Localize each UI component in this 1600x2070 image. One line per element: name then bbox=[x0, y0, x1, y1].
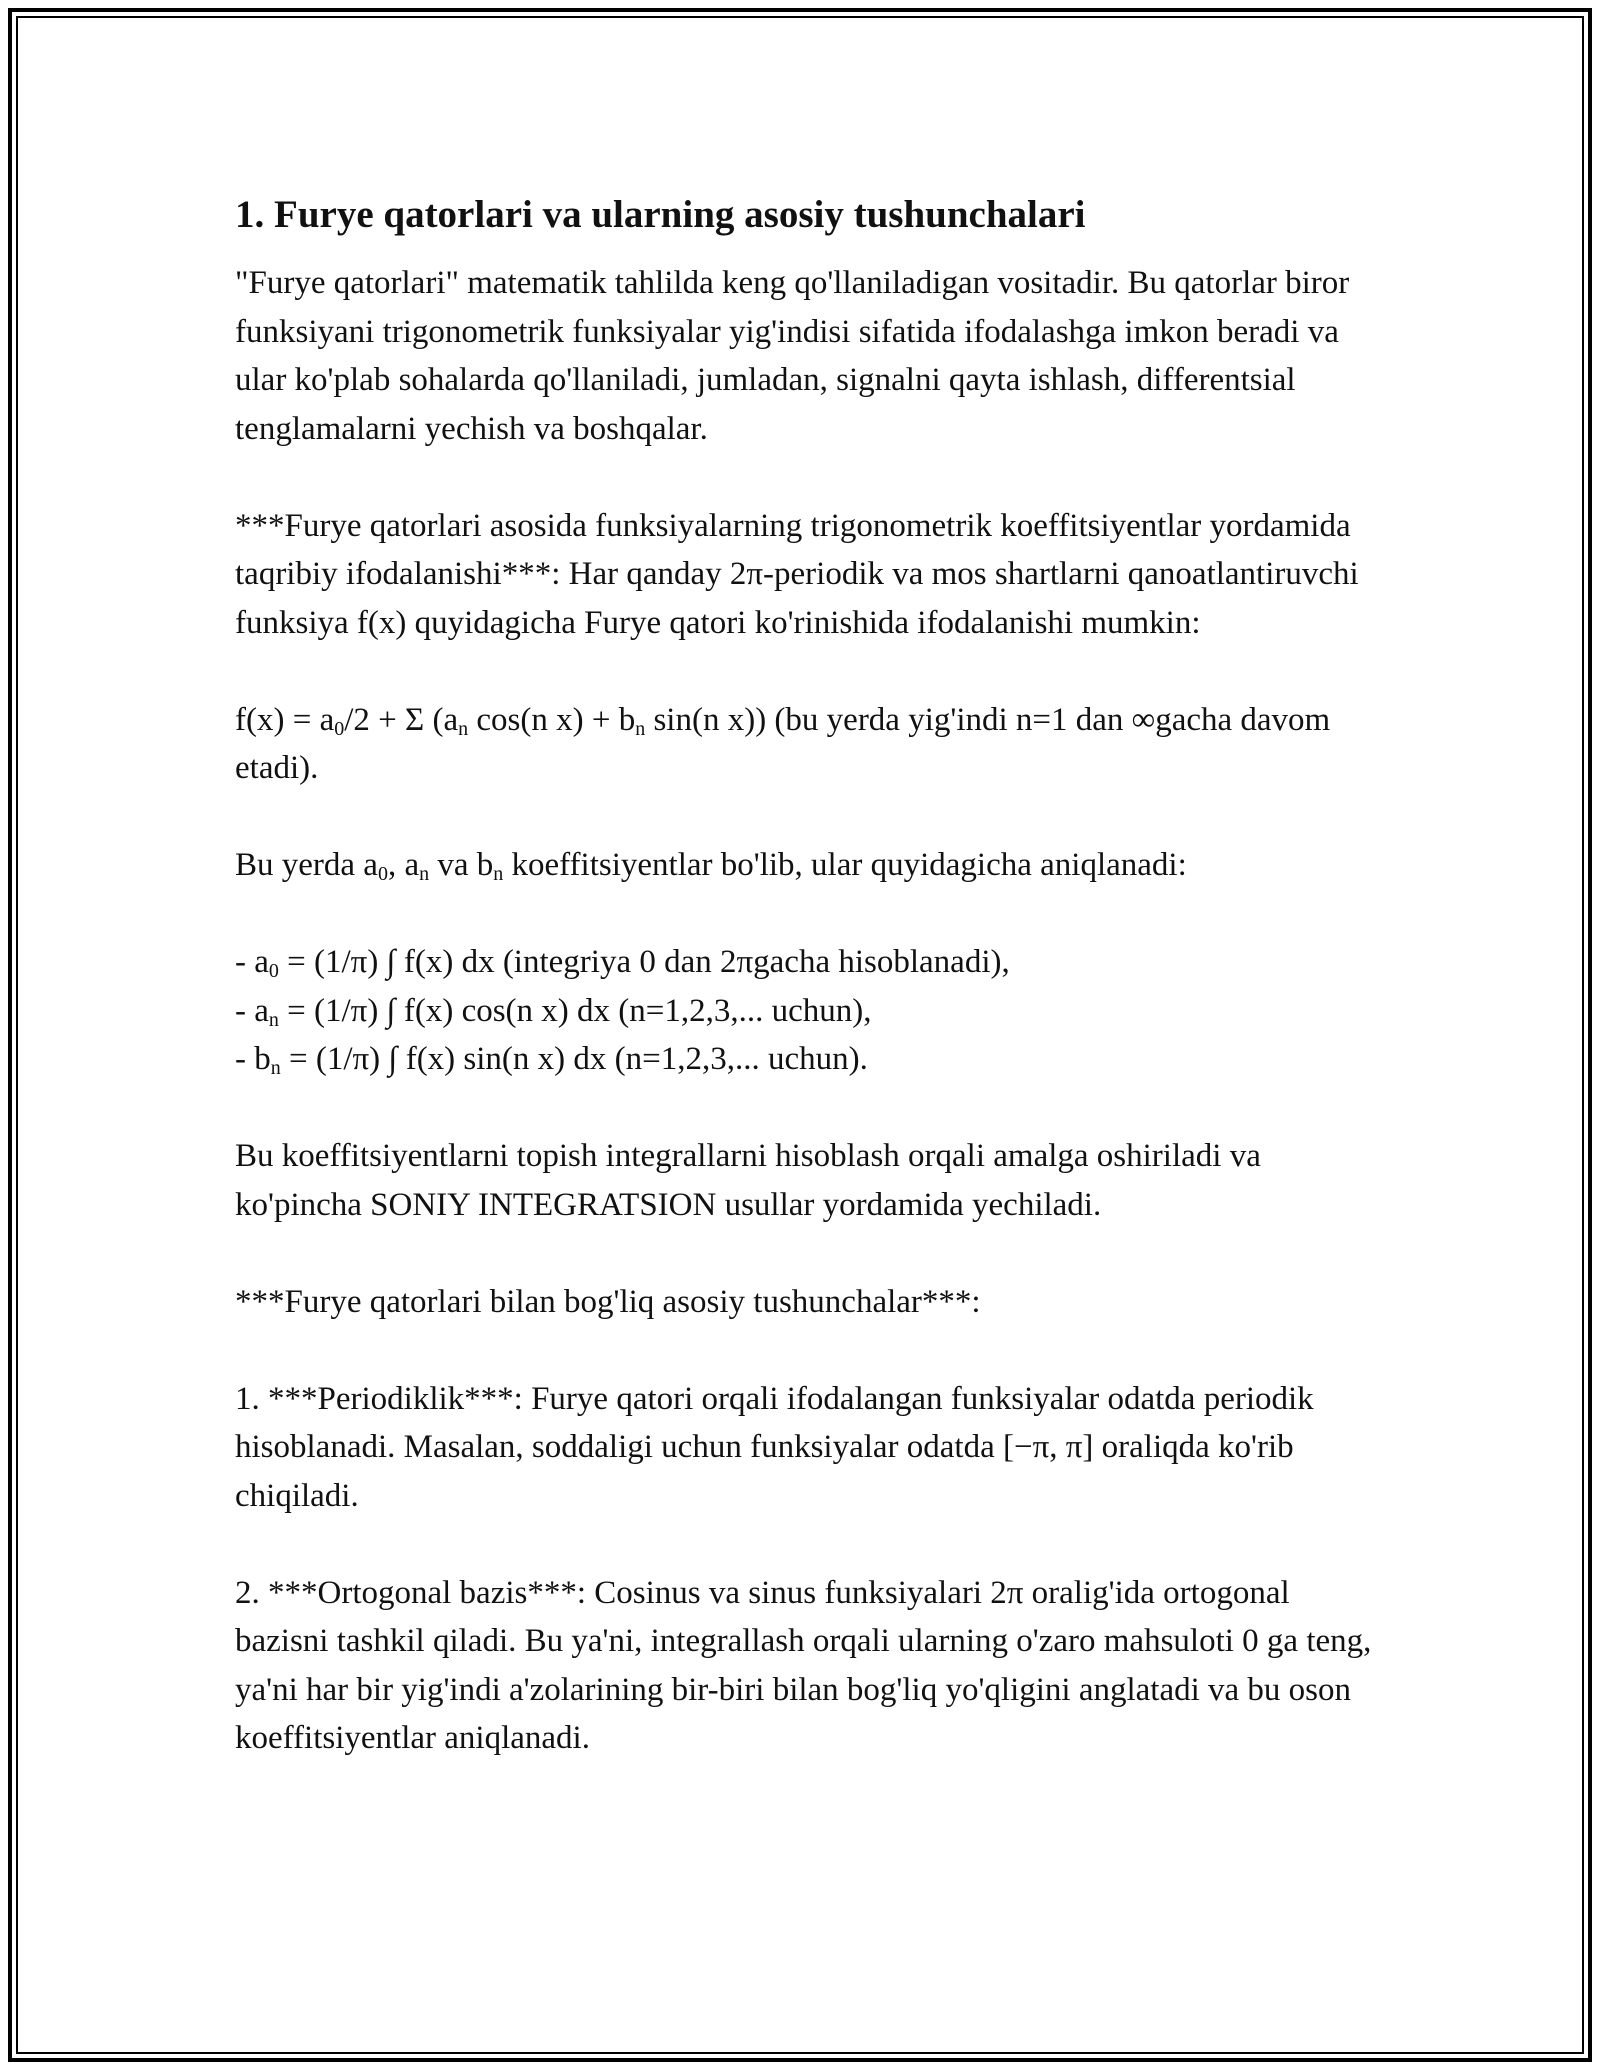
subscript: n bbox=[493, 863, 504, 885]
formula-part: sin(n x)) (bu yerda yig'indi n=1 dan ∞gacha davom etadi). bbox=[235, 701, 1331, 786]
coef-pre: - a bbox=[235, 992, 269, 1029]
text-part: , a bbox=[387, 847, 420, 883]
formula-part: /2 + Σ (a bbox=[344, 701, 459, 738]
coef-pre: - a bbox=[235, 944, 269, 980]
intro-paragraph: "Furye qatorlari" matematik tahlilda keng qo'llaniladigan vositadir. Bu qatorlar biror funksiyani trigonometrik funksiyalar yig'indisi sifatida ifodalashga imkon beradi va ular ko'plab sohalarda qo'llaniladi, jumladan, signalni qayta ishlash, differentsial tenglamalarni yechish va boshqalar. bbox=[235, 265, 1350, 447]
coef-subscript: n bbox=[268, 1008, 279, 1031]
coef-post: = (1/π) ∫ f(x) dx (integriya 0 dan 2πgacha hisoblanadi), bbox=[278, 944, 1010, 980]
coef-pre: - b bbox=[235, 1041, 271, 1077]
coefficient-list bbox=[235, 938, 1385, 1084]
coef-subscript: n bbox=[270, 1057, 281, 1079]
fourier-series-formula bbox=[235, 696, 1385, 793]
section-heading: 1. Furye qatorlari va ularning asosiy tushunchalari bbox=[235, 193, 1086, 236]
concept-orthogonal-basis: 2. ***Ortogonal bazis***: Cosinus va sinus funksiyalari 2π oralig'ida ortogonal bazisni tashkil qiladi. Bu ya'ni, integrallash orqali ularning o'zaro mahsuloti 0 ga teng, ya'ni har bir yig'indi a'zolarining bir-biri bilan bog'liq yo'qligini anglatadi va bu oson koeffitsiyentlar aniqlanadi. bbox=[235, 1574, 1372, 1756]
coefficient-a0 bbox=[235, 938, 1385, 987]
coef-subscript: 0 bbox=[268, 960, 279, 982]
concepts-title: ***Furye qatorlari bilan bog'liq asosiy tushunchalar***: bbox=[235, 1283, 981, 1320]
formula-part: cos(n x) + b bbox=[468, 701, 636, 738]
coefficient-bn bbox=[235, 1035, 1385, 1084]
concept-periodicity: 1. ***Periodiklik***: Furye qatori orqali ifodalangan funksiyalar odatda periodik hisoblanadi. Masalan, soddaligi uchun funksiyalar odatda [−π, π] oraliqda ko'rib chiqiladi. bbox=[235, 1380, 1314, 1514]
formula-part: f(x) = a bbox=[235, 701, 335, 738]
formula-subscript: n bbox=[635, 717, 646, 740]
subscript: n bbox=[419, 863, 430, 885]
coefficients-intro bbox=[235, 841, 1385, 890]
text-part: va b bbox=[429, 847, 494, 883]
text-part: koeffitsiyentlar bo'lib, ular quyidagicha aniqlanadi: bbox=[503, 847, 1187, 883]
coef-post: = (1/π) ∫ f(x) sin(n x) dx (n=1,2,3,... uchun). bbox=[280, 1041, 868, 1077]
document-body bbox=[235, 188, 1385, 1811]
formula-subscript: 0 bbox=[334, 717, 345, 740]
coef-post: = (1/π) ∫ f(x) cos(n x) dx (n=1,2,3,... uchun), bbox=[278, 992, 872, 1029]
text-part: Bu yerda a bbox=[235, 847, 378, 883]
computation-paragraph: Bu koeffitsiyentlarni topish integrallarni hisoblash orqali amalga oshiriladi va ko'pincha SONIY INTEGRATSION usullar yordamida yechiladi. bbox=[235, 1138, 1261, 1223]
approximation-paragraph: ***Furye qatorlari asosida funksiyalarning trigonometrik koeffitsiyentlar yordamida taqribiy ifodalanishi***: Har qanday 2π-periodik va mos shartlarni qanoatlantiruvchi funksiya f(x) quyidagicha Furye qatori ko'rinishida ifodalanishi mumkin: bbox=[235, 507, 1359, 641]
formula-subscript: n bbox=[458, 717, 469, 740]
subscript: 0 bbox=[377, 863, 388, 885]
coefficient-an bbox=[235, 987, 1385, 1036]
